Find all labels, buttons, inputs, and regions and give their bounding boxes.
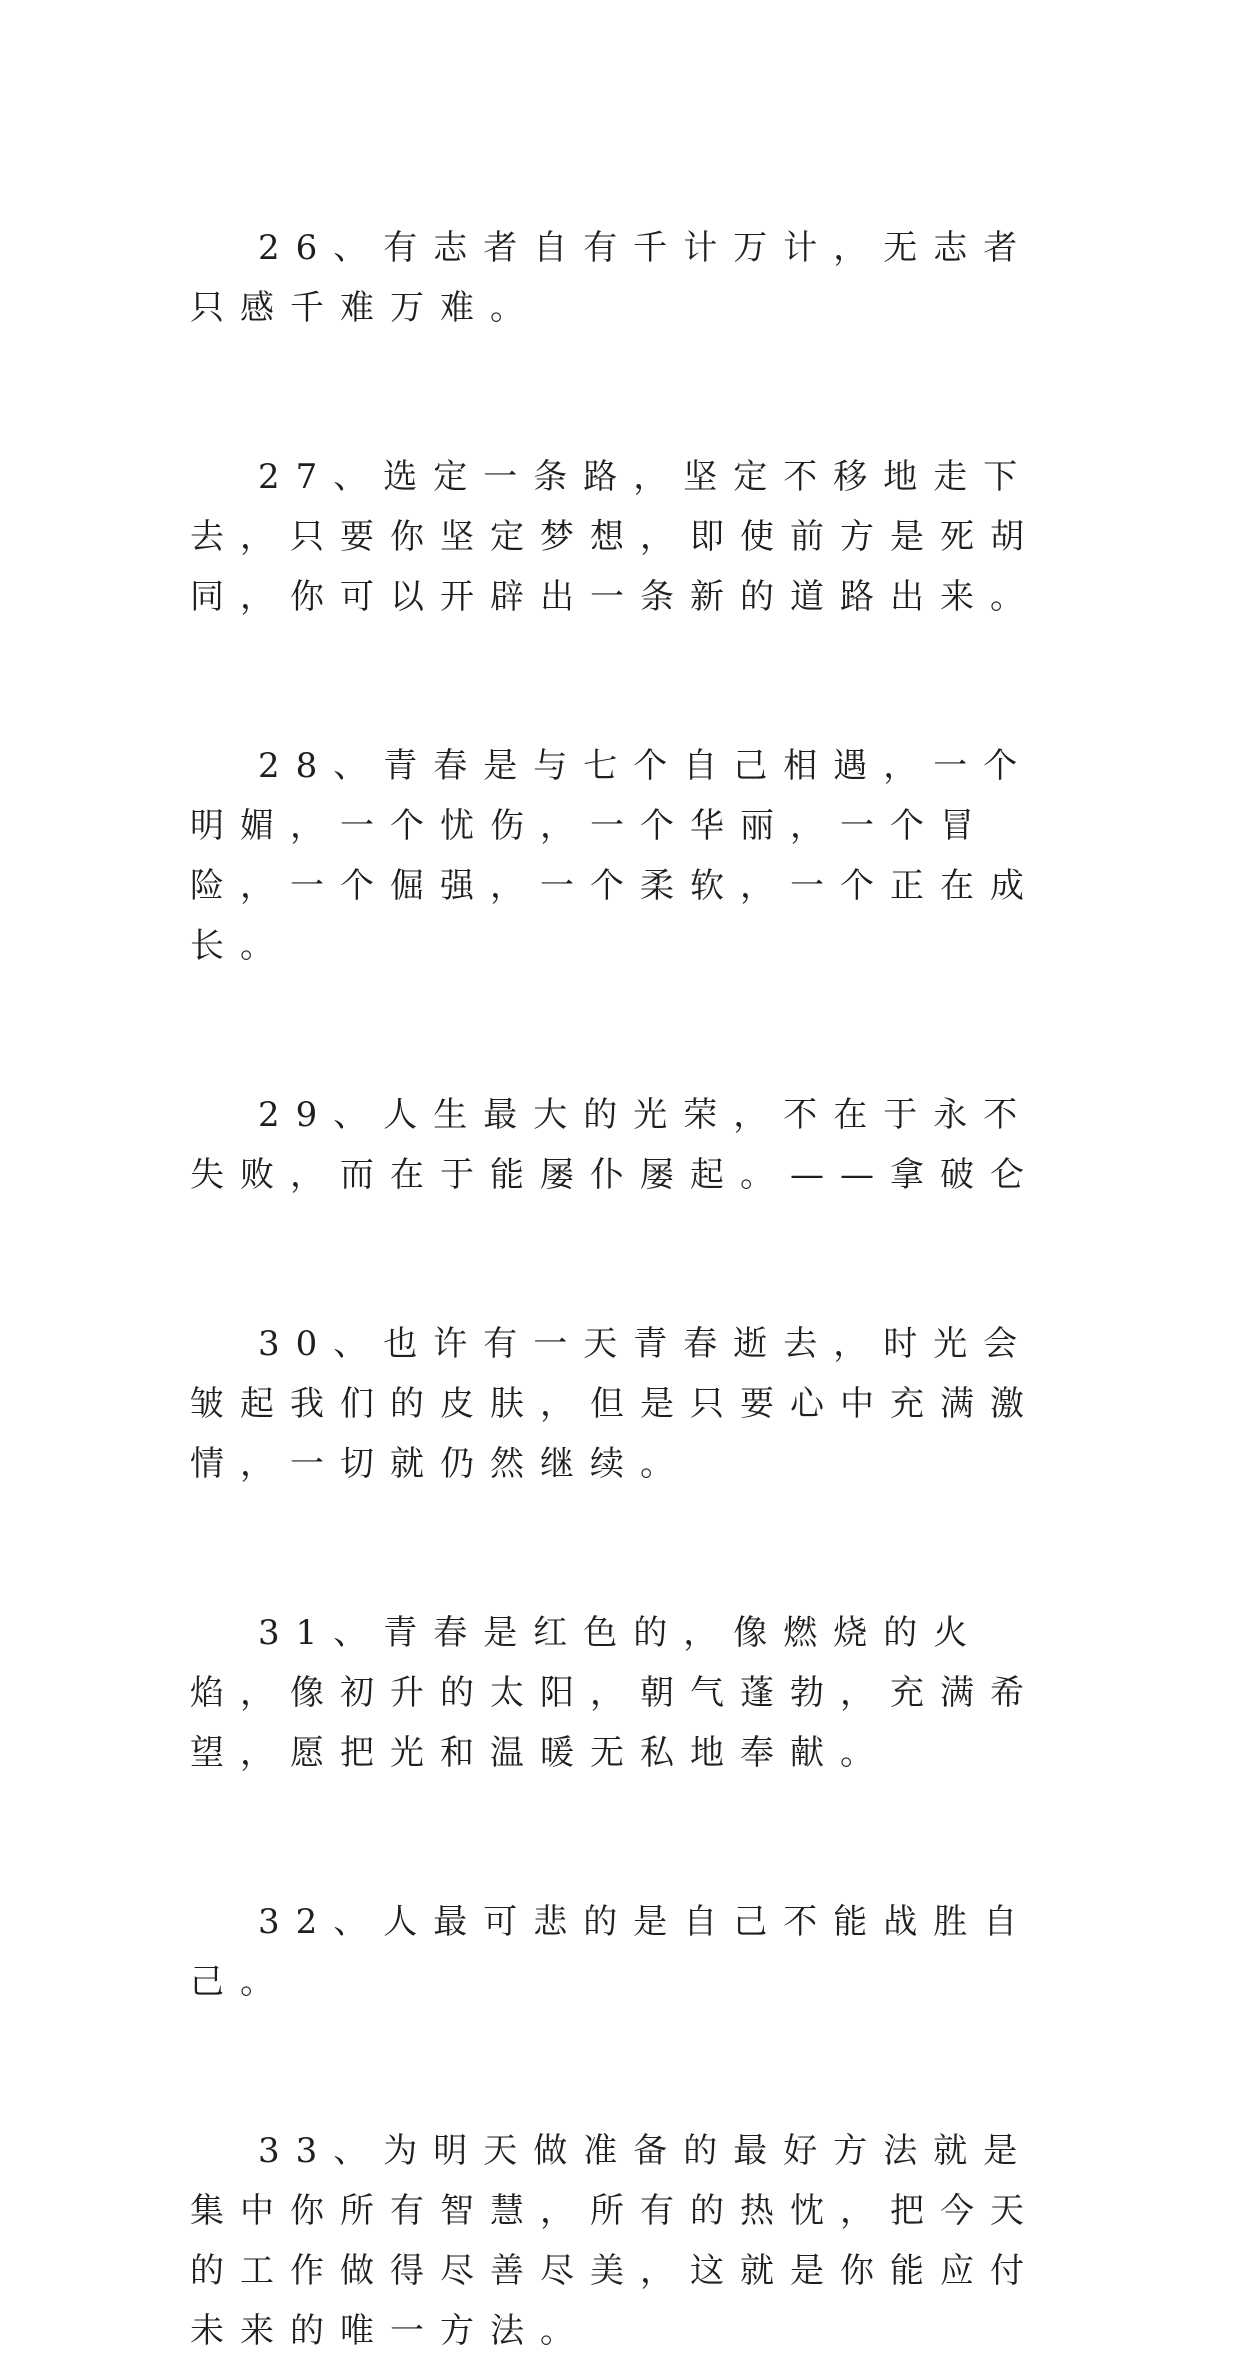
quote-paragraph-31: 31、青春是红色的，像燃烧的火焰，像初升的太阳，朝气蓬勃，充满希望，愿把光和温暖无私地奉献。 bbox=[190, 1613, 1040, 1773]
quote-paragraph-26: 26、有志者自有千计万计，无志者只感千难万难。 bbox=[190, 228, 1034, 328]
quote-paragraph-30: 30、也许有一天青春逝去，时光会皱起我们的皮肤，但是只要心中充满激情，一切就仍然继续。 bbox=[190, 1324, 1040, 1484]
quote-paragraph-27: 27、选定一条路，坚定不移地走下去，只要你坚定梦想，即使前方是死胡同，你可以开辟出一条新的道路出来。 bbox=[190, 457, 1040, 617]
quote-paragraph-33: 33、为明天做准备的最好方法就是集中你所有智慧，所有的热忱，把今天的工作做得尽善尽美，这就是你能应付未来的唯一方法。 bbox=[190, 2131, 1040, 2351]
quote-paragraph-32: 32、人最可悲的是自己不能战胜自己。 bbox=[190, 1902, 1034, 2002]
document-body bbox=[190, 218, 1070, 2361]
quote-paragraph-28: 28、青春是与七个自己相遇，一个明媚，一个忧伤，一个华丽，一个冒险，一个倔强，一个柔软，一个正在成长。 bbox=[190, 746, 1040, 966]
quote-paragraph-29: 29、人生最大的光荣，不在于永不失败，而在于能屡仆屡起。——拿破仑 bbox=[190, 1095, 1040, 1195]
